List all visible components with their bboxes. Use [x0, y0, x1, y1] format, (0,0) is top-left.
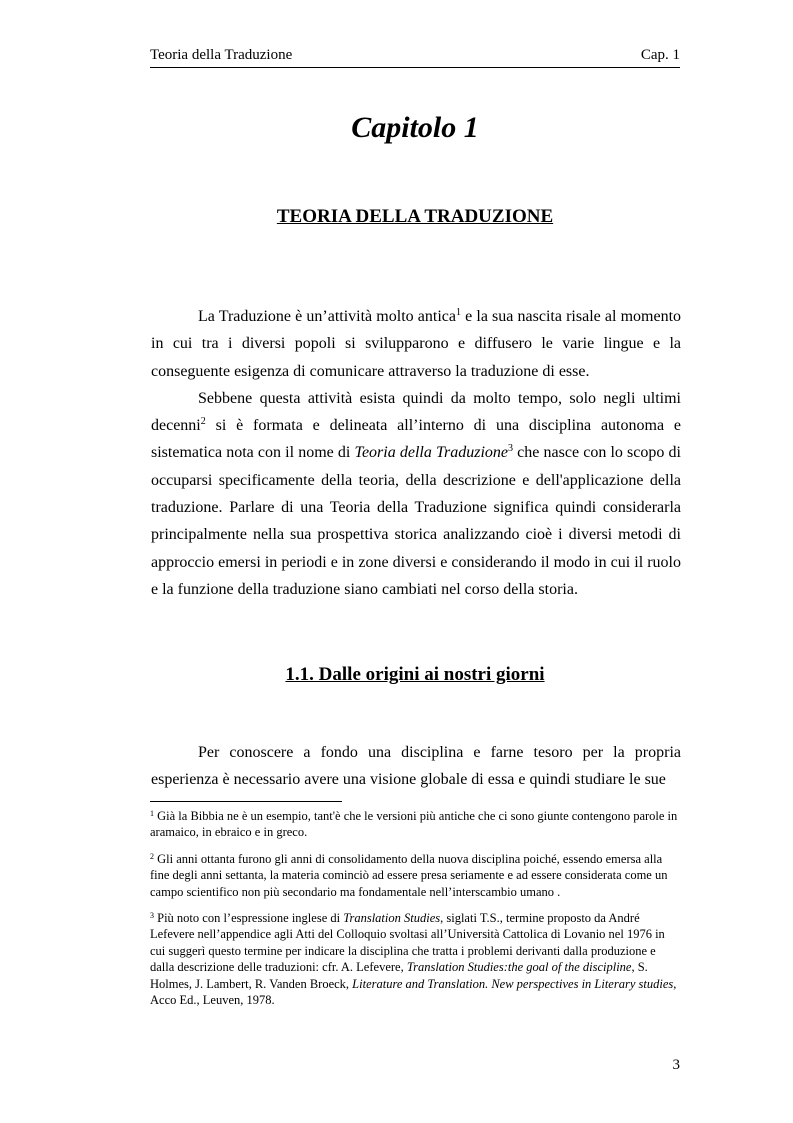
footnote-2: $^2$ Gli anni ottanta furono gli anni di consolidamento della nuova disciplina poiché, essendo emersa alla fine degli anni settanta, la materia cominciò ad essere presa seriamente e ad essere considerata come un campo scientifico non più secondario ma fondamentale nell’interscambio umano . [150, 851, 668, 899]
emphasis: Teoria della Traduzione [354, 444, 509, 462]
footnote-ref-2: 2 [200, 416, 206, 428]
chapter-title: Capitolo 1 [351, 111, 479, 144]
header-title: Teoria della Traduzione [150, 47, 293, 63]
section-text [151, 739, 681, 794]
paragraph-1: La Traduzione è un’attività molto antica$^1$ e la sua nascita risale al momento in cui tra i diversi popoli si svilupparono e diffusero le varie lingue e la conseguente esigenza di comunicare attraverso la traduzione di esse. [151, 307, 682, 380]
main-title: TEORIA DELLA TRADUZIONE [276, 206, 554, 227]
footnotes [150, 808, 682, 1018]
header-chapter: Cap. 1 [640, 47, 680, 63]
paragraph-2: Sebbene questa attività esista quindi da molto tempo, solo negli ultimi decenni$^2$ si è formata e delineata all’interno di una disciplina autonoma e sistematica nota con il nome di Teoria della Traduzione$^3$ che nasce con lo scopo di occuparsi specificamente della teoria, della descrizione e dell'applicazione della traduzione. Parlare di una Teoria della Traduzione significa quindi considerarla principalmente nella sua prospettiva storica analizzando cioè i diversi metodi di approccio emersi in periodi e in zone diversi e considerando il modo in cui il ruolo e la funzione della traduzione siano cambiati nel corso della storia. [151, 389, 681, 598]
running-header [150, 47, 680, 68]
footnote-1: $^1$ Già la Bibbia ne è un esempio, tant'è che le versioni più antiche che ci sono giunte contengono parole in aramaico, in ebraico e in greco. [150, 809, 678, 840]
intro-text [151, 303, 681, 603]
footnote-ref-3: 3 [508, 443, 514, 455]
footnote-3: $^3$ Più noto con l’espressione inglese di Translation Studies, siglati T.S., termine proposto da André Lefevere nell’appendice agli Atti del Colloquio svoltasi all’Università Cattolica di Lovanio nel 1976 in cui suggerì questo termine per indicare la disciplina che tratta i problemi derivanti dalla produzione e dalla descrizione delle traduzioni: cfr. A. Lefevere, Translation Studies:the goal of the discipline, S. Holmes, J. Lambert, R. Vanden Broeck, Literature and Translation. New perspectives in Literary studies, Acco Ed., Leuven, 1978. [150, 911, 677, 1008]
footnote-divider [150, 801, 342, 802]
page-number: 3 [672, 1057, 680, 1073]
section-title: 1.1. Dalle origini ai nostri giorni [285, 664, 545, 685]
footnote-ref-1: 1 [455, 307, 461, 318]
paragraph-3: Per conoscere a fondo una disciplina e farne tesoro per la propria esperienza è necessario avere una visione globale di essa e quindi studiare le sue [151, 744, 681, 789]
